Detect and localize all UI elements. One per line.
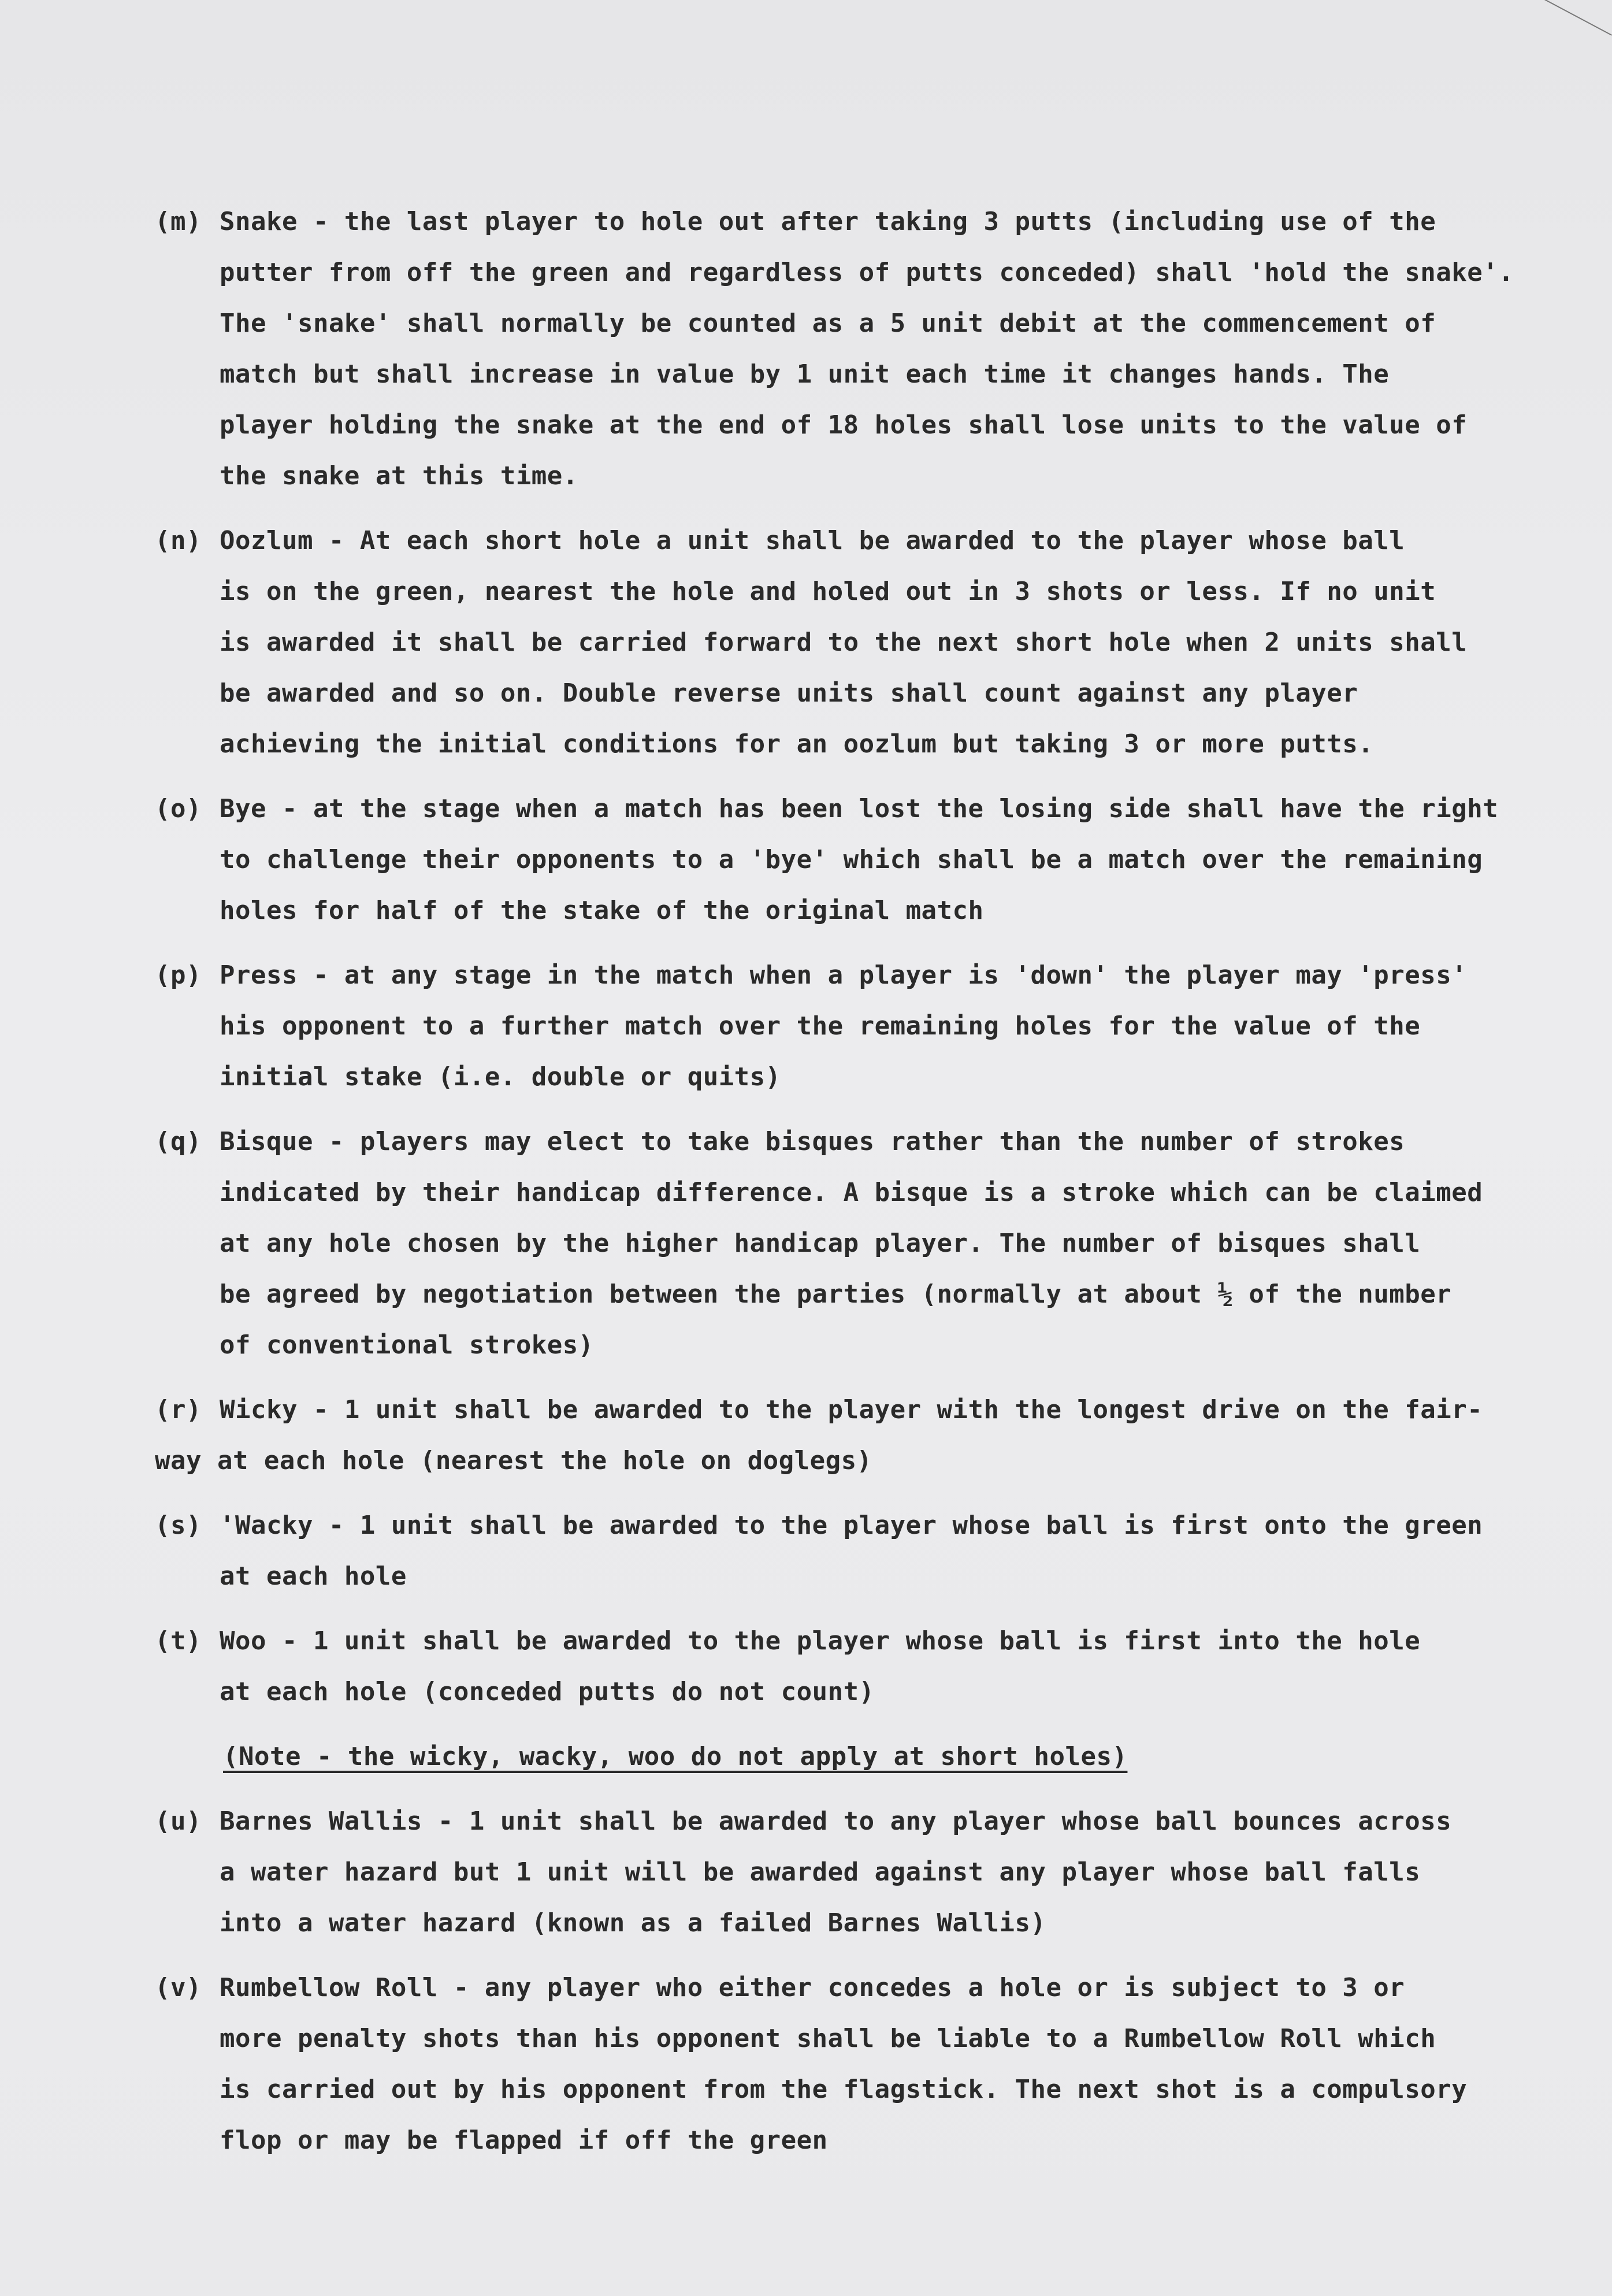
rule-text: Press - at any stage in the match when a player is 'down' the player may 'press' his opponent to a further match over the remaining holes for the value of the initial stake (i.e. double or quits) — [220, 960, 1468, 1092]
rule-u — [155, 1796, 1570, 1949]
rule-label: (n) — [155, 526, 202, 555]
rule-text: Woo - 1 unit shall be awarded to the player whose ball is first into the hole at each hole (conceded putts do not count) — [220, 1626, 1421, 1707]
rule-n — [155, 515, 1570, 770]
rule-text: Barnes Wallis - 1 unit shall be awarded to any player whose ball bounces across a water hazard but 1 unit will be awarded against any player whose ball falls into a water hazard (known as a failed Barnes Wallis) — [220, 1807, 1452, 1938]
rule-r — [155, 1385, 1570, 1486]
rule-m — [155, 196, 1570, 502]
rule-text: Rumbellow Roll - any player who either concedes a hole or is subject to 3 or more penalty shots than his opponent shall be liable to a Rumbellow Roll which is carried out by his opponent from the flagstick. The next shot is a compulsory flop or may be flapped if off the green — [220, 1973, 1468, 2155]
rule-t — [155, 1616, 1570, 1718]
rule-label: (s) — [155, 1511, 202, 1540]
rule-q — [155, 1117, 1570, 1371]
rule-s — [155, 1500, 1570, 1602]
rule-label: (o) — [155, 794, 202, 824]
rule-text: Bye - at the stage when a match has been lost the losing side shall have the right to challenge their opponents to a 'bye' which shall be a match over the remaining holes for half of the stake of the original match — [220, 794, 1499, 925]
rule-label: (v) — [155, 1973, 202, 2002]
short-holes-note — [223, 1731, 1570, 1782]
rule-label: (m) — [155, 207, 202, 236]
rule-label: (q) — [155, 1127, 202, 1156]
rule-p — [155, 950, 1570, 1103]
rule-label: (p) — [155, 960, 202, 990]
rule-text: Wicky - 1 unit shall be awarded to the player with the longest drive on the fair- way at each hole (nearest the hole on doglegs) — [155, 1395, 1483, 1475]
rule-v — [155, 1963, 1570, 2166]
rule-text: Oozlum - At each short hole a unit shall be awarded to the player whose ball is on the green, nearest the hole and holed out in 3 shots or less. If no unit is awarded it shall be carried forward to the next short hole when 2 units shall be awarded and so on. Double reverse units shall count against any player achieving the initial conditions for an oozlum but taking 3 or more putts. — [220, 526, 1468, 759]
rule-text: Snake - the last player to hole out after taking 3 putts (including use of the putter from off the green and regardless of putts conceded) shall 'hold the snake'. The 'snake' shall normally be counted as a 5 unit debit at the commencement of match but shall increase in value by 1 unit each time it changes hands. The player holding the snake at the end of 18 holes shall lose units to the value of the snake at this time. — [220, 207, 1514, 491]
rule-label: (u) — [155, 1807, 202, 1836]
rule-label: (r) — [155, 1395, 202, 1425]
note-text: (Note - the wicky, wacky, woo do not apply at short holes) — [223, 1742, 1128, 1771]
page-crease — [1514, 0, 1612, 36]
rule-label: (t) — [155, 1626, 202, 1656]
rule-text: 'Wacky - 1 unit shall be awarded to the player whose ball is first onto the green at each hole — [220, 1511, 1483, 1591]
rule-text: Bisque - players may elect to take bisques rather than the number of strokes indicated by their handicap difference. A bisque is a stroke which can be claimed at any hole chosen by the higher handicap player. The number of bisques shall be agreed by negotiation between the parties (normally at about ½ of the number of conventional strokes) — [220, 1127, 1483, 1360]
rule-o — [155, 784, 1570, 936]
rules-list — [155, 196, 1570, 2180]
